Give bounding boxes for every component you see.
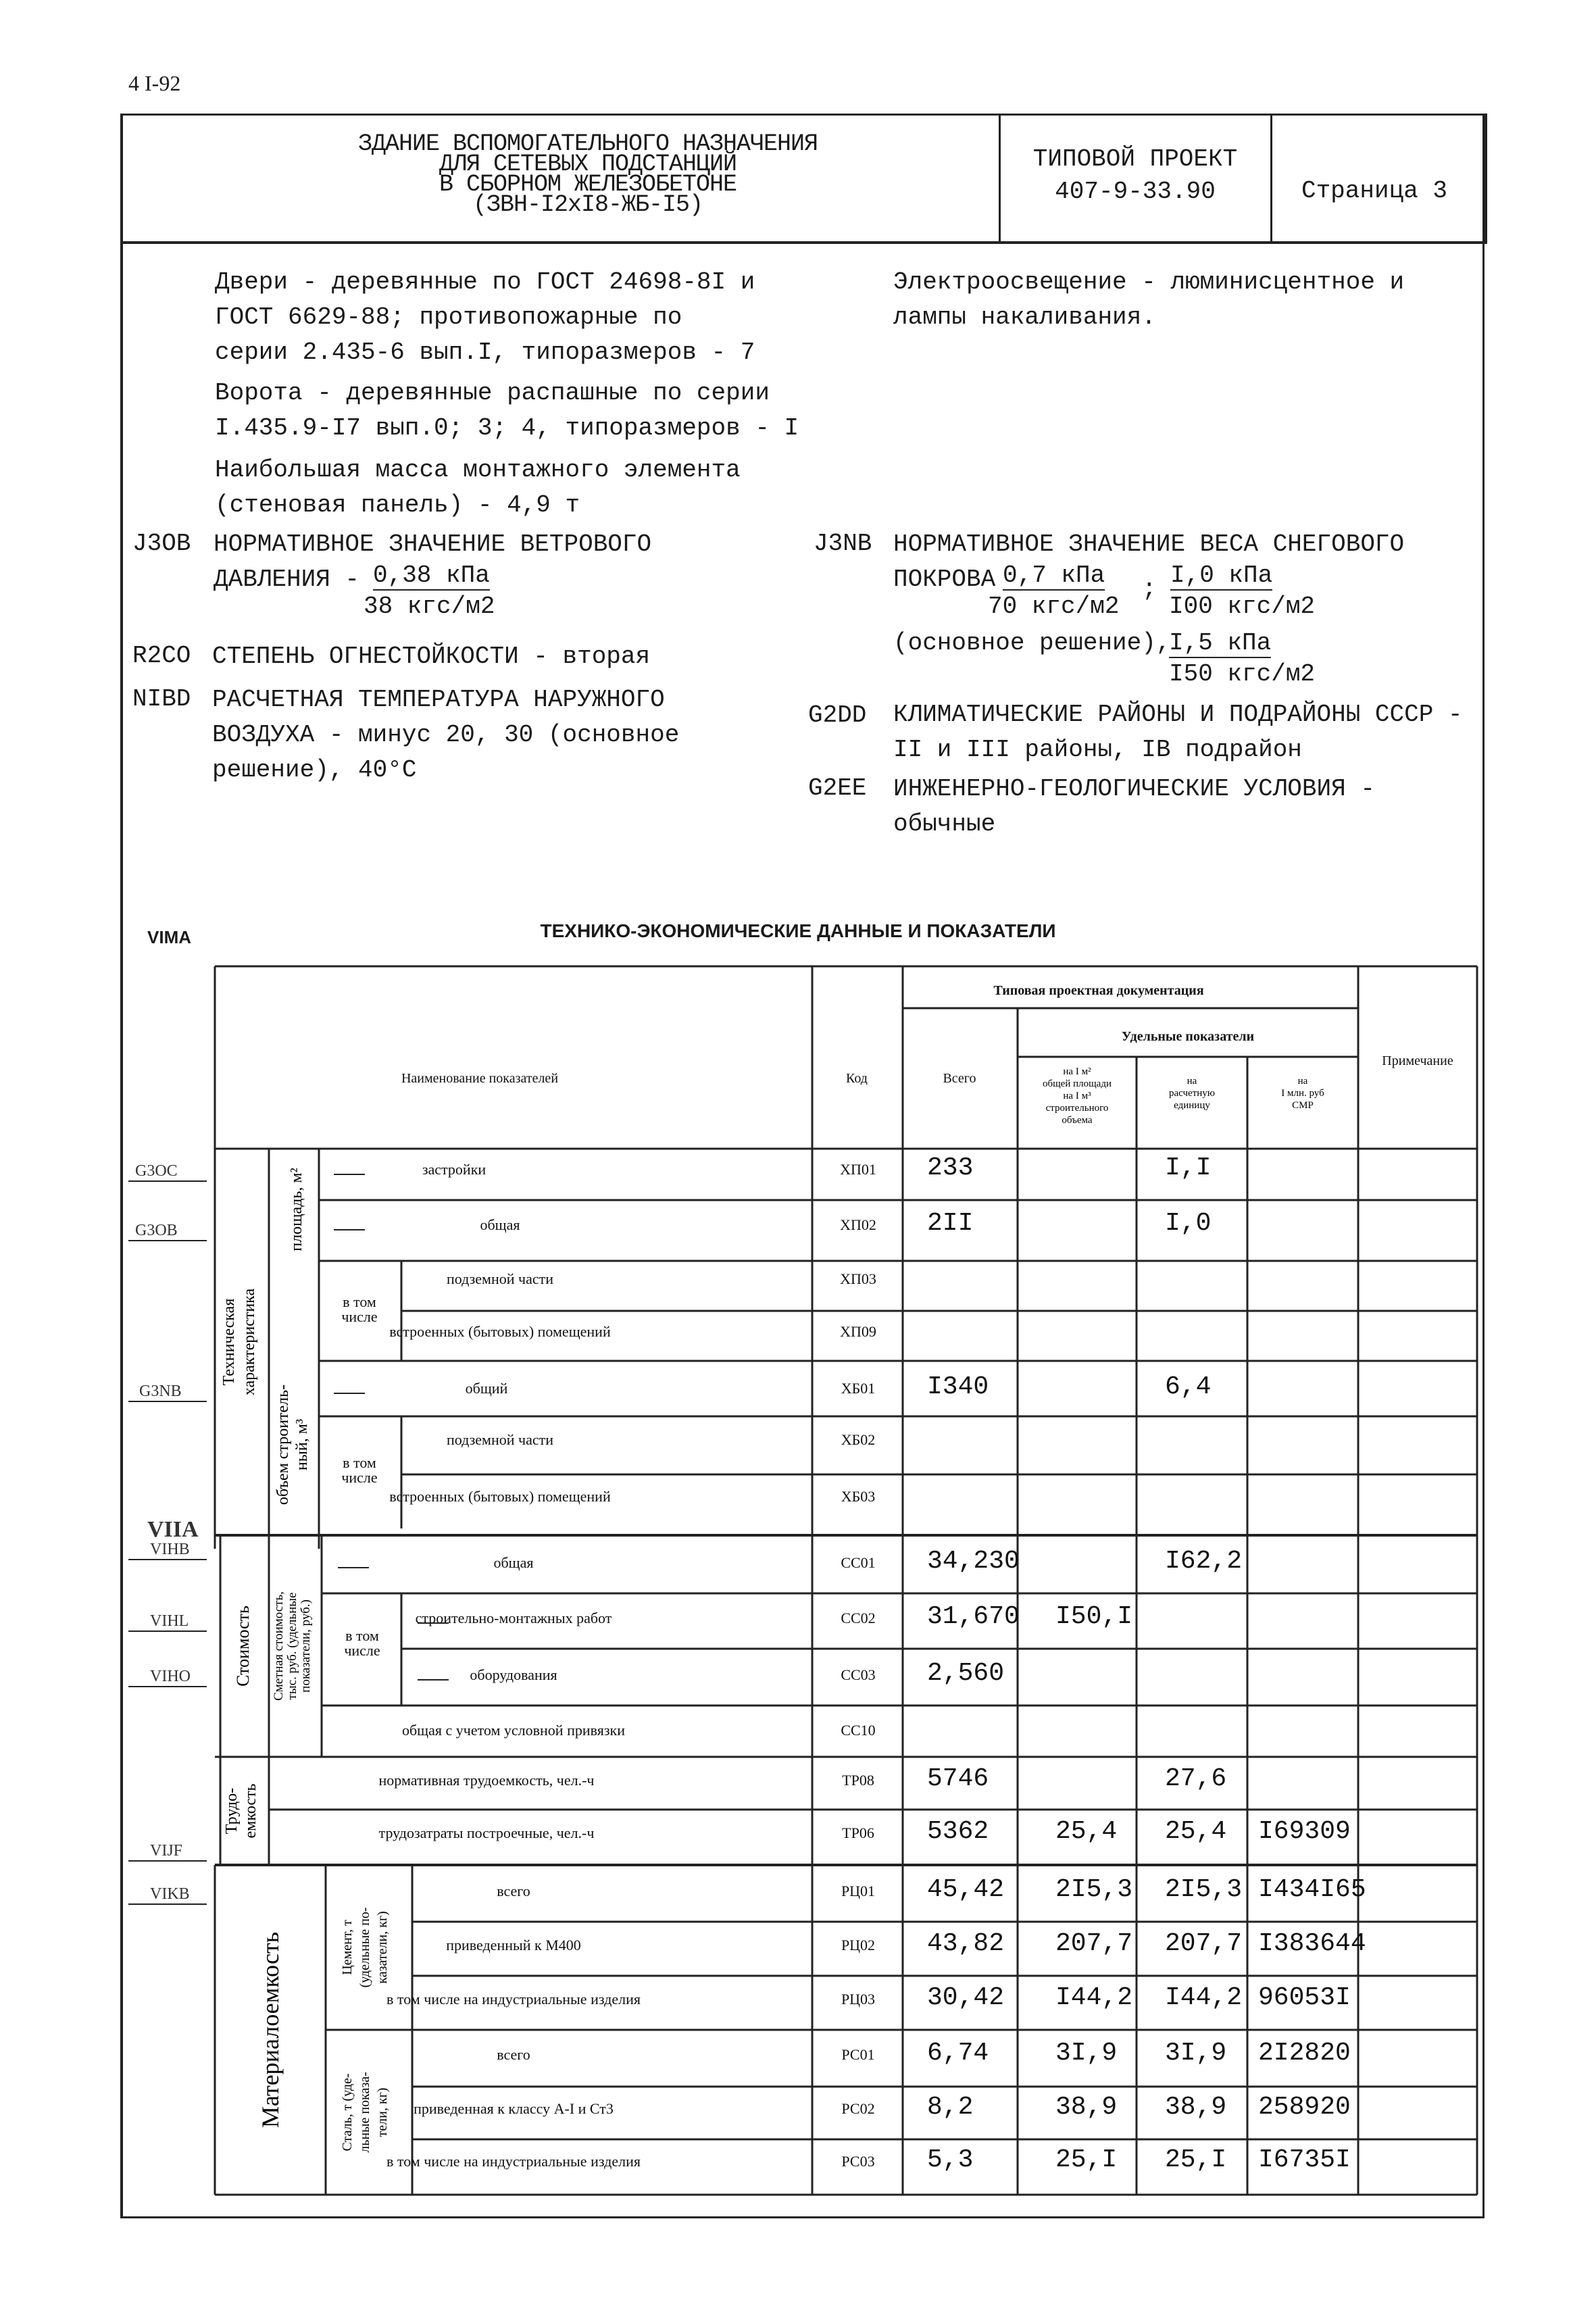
row-label: застройки (422, 1161, 487, 1178)
header-line: общей площади (1043, 1078, 1112, 1089)
snow-numerator-1: 0,7 кПа (1003, 562, 1105, 589)
incl-label: в том (343, 1454, 376, 1471)
header-line: на I м² (1063, 1066, 1091, 1077)
incl-label: в том (345, 1627, 379, 1644)
climate-code: G2DD (808, 701, 867, 729)
cell-per-unit: I44,2 (1165, 1983, 1243, 2012)
snow-denominator-1: 70 кгс/м2 (988, 593, 1120, 620)
margin-code: VIHO (150, 1668, 191, 1685)
header-total: Всего (943, 1071, 976, 1086)
project-type: ТИПОВОЙ ПРОЕКТ (1032, 145, 1238, 173)
snow-separator: ; (1142, 575, 1157, 603)
temp-line: ВОЗДУХА - минус 20, 30 (основное (212, 721, 680, 749)
row-label: в том числе на индустриальные изделия (386, 1991, 641, 2008)
cell-total: 8,2 (927, 2093, 974, 2122)
snow-denominator-2: I00 кгс/м2 (1169, 593, 1316, 620)
cell-per-mln: 2I2820 (1258, 2039, 1351, 2068)
wind-code: J3OB (132, 530, 191, 557)
group-tech: Техническая (220, 1298, 238, 1386)
cell-per-unit: I,0 (1165, 1209, 1212, 1238)
lighting-line: лампы накаливания. (893, 303, 1156, 331)
cell-per-unit: I,I (1165, 1153, 1212, 1183)
row-label: трудозатраты построечные, чел.-ч (378, 1824, 595, 1841)
row-label: подземной части (446, 1431, 554, 1448)
row-code: РЦ03 (841, 1991, 876, 2008)
group-volume: ный, м³ (293, 1418, 311, 1471)
section-code: VIMA (147, 927, 191, 947)
margin-code: G3OC (135, 1162, 178, 1180)
climate-line: КЛИМАТИЧЕСКИЕ РАЙОНЫ И ПОДРАЙОНЫ СССР - (893, 701, 1463, 728)
row-code: ХП03 (840, 1270, 876, 1287)
row-label: общая (480, 1216, 520, 1233)
margin-code: VIKB (150, 1885, 190, 1903)
group-steel: Сталь, т (уде- (340, 2073, 355, 2151)
cell-total: I340 (927, 1372, 989, 1401)
group-steel: тели, кг) (375, 2087, 390, 2137)
header-per-unit (1169, 1076, 1215, 1111)
geo-line: обычные (893, 810, 996, 838)
incl-label: числе (341, 1308, 378, 1325)
mass-line: Наибольшая масса монтажного элемента (215, 456, 741, 484)
row-code: СС01 (841, 1554, 876, 1571)
row-label: строительно-монтажных работ (415, 1610, 612, 1626)
fire-text: СТЕПЕНЬ ОГНЕСТОЙКОСТИ - вторая (212, 643, 651, 670)
row-label: приведенная к классу А-I и Ст3 (414, 2100, 614, 2117)
group-labor: емкость (242, 1783, 259, 1839)
row-label: встроенных (бытовых) помещений (389, 1323, 611, 1340)
header-line: на (1187, 1076, 1197, 1087)
snow-denominator-3: I50 кгс/м2 (1169, 660, 1316, 688)
header-specific: Удельные показатели (1121, 1029, 1255, 1044)
temp-code: NIBD (132, 685, 191, 713)
cell-per-mln: I383644 (1258, 1929, 1366, 1958)
doors-line: ГОСТ 6629-88; противопожарные по (215, 303, 682, 331)
cell-per-mln: 258920 (1258, 2093, 1351, 2122)
cell-total: 5362 (927, 1817, 989, 1846)
header-line: строительного (1045, 1103, 1109, 1114)
cell-per-area: 38,9 (1055, 2093, 1118, 2122)
cell-per-area: I44,2 (1055, 1983, 1133, 2012)
group-cost-sub: Сметная стоимость, (272, 1591, 286, 1701)
wind-line: ДАВЛЕНИЯ - (214, 566, 374, 593)
snow-basic: (основное решение), (893, 629, 1171, 657)
row-code: РС02 (841, 2100, 875, 2117)
incl-label: в том (343, 1293, 376, 1310)
header-line: СМР (1292, 1100, 1314, 1111)
row-label: подземной части (446, 1270, 554, 1287)
snow-numerator-2: I,0 кПа (1170, 562, 1273, 589)
row-code: РЦ01 (841, 1883, 876, 1899)
wind-numerator: 0,38 кПа (373, 562, 490, 589)
row-code: ТР06 (842, 1824, 874, 1841)
gates-line: Ворота - деревянные распашные по серии (215, 379, 770, 407)
incl-label: числе (344, 1642, 380, 1659)
group-tech: характеристика (241, 1288, 258, 1396)
title-line: (ЗВН-I2хI8-ЖБ-I5) (472, 191, 703, 218)
row-label: нормативная трудоемкость, чел.-ч (378, 1772, 595, 1789)
cell-per-unit: 38,9 (1165, 2093, 1227, 2122)
margin-code: G3OB (135, 1222, 178, 1239)
row-label: встроенных (бытовых) помещений (389, 1488, 611, 1505)
climate-line: II и III районы, IВ подрайон (893, 736, 1302, 764)
row-code: РС01 (841, 2046, 875, 2063)
snow-numerator-3: I,5 кПа (1169, 629, 1272, 657)
gates-line: I.435.9-I7 вып.0; 3; 4, типоразмеров - I (215, 414, 799, 442)
row-label: оборудования (470, 1666, 557, 1683)
project-number: 407-9-33.90 (1055, 178, 1216, 205)
row-code: СС02 (841, 1610, 876, 1626)
header-line: объема (1062, 1115, 1093, 1126)
header-name: Наименование показателей (401, 1071, 559, 1086)
cell-per-unit: 6,4 (1165, 1372, 1212, 1401)
header-line: на (1297, 1076, 1308, 1087)
row-code: ХП01 (840, 1161, 876, 1178)
group-steel: льные показа- (357, 2072, 372, 2153)
row-code: РС03 (841, 2153, 875, 2170)
group-cost-sub: показатели, руб.) (299, 1599, 313, 1693)
row-code: ХП02 (840, 1216, 876, 1233)
cell-per-unit: 2I5,3 (1165, 1875, 1243, 1904)
cell-per-unit: 3I,9 (1165, 2039, 1227, 2068)
temp-line: решение), 40°С (212, 756, 417, 784)
row-code: ТР08 (842, 1772, 874, 1789)
cell-total: 43,82 (927, 1929, 1005, 1958)
header-code: Код (846, 1071, 868, 1086)
row-label: общий (465, 1380, 508, 1397)
geo-code: G2EE (808, 774, 867, 802)
header-line: на I м³ (1063, 1091, 1091, 1101)
row-label: в том числе на индустриальные изделия (386, 2153, 641, 2170)
table-rows (379, 1153, 1366, 2174)
row-code: ХБ01 (841, 1380, 876, 1397)
cell-total: 2II (927, 1209, 974, 1238)
group-material: Материалоемкость (257, 1931, 284, 2129)
cell-total: 30,42 (927, 1983, 1005, 2012)
group-cost: Стоимость (233, 1605, 253, 1687)
cell-per-mln: 96053I (1258, 1983, 1351, 2012)
fire-code: R2CO (132, 642, 191, 670)
group-cement: (удельные по- (357, 1907, 372, 1988)
snow-code: J3NB (814, 530, 872, 557)
cell-total: 45,42 (927, 1875, 1005, 1904)
row-label: приведенный к М400 (446, 1937, 581, 1953)
header-line: I млн. руб (1281, 1088, 1324, 1099)
title-line: В СБОРНОМ ЖЕЛЕЗОБЕТОНЕ (439, 171, 737, 198)
temp-line: РАСЧЕТНАЯ ТЕМПЕРАТУРА НАРУЖНОГО (212, 686, 665, 714)
cell-per-area: 25,I (1055, 2145, 1118, 2174)
row-code: СС10 (841, 1722, 876, 1739)
wind-denominator: 38 кгс/м2 (364, 593, 495, 620)
group-area: площадь, м² (288, 1168, 305, 1251)
header-per-area (1043, 1066, 1112, 1126)
row-label: всего (497, 2046, 530, 2063)
row-label: всего (497, 1883, 530, 1899)
cell-per-mln: I69309 (1258, 1817, 1351, 1846)
snow-line: НОРМАТИВНОЕ ЗНАЧЕНИЕ ВЕСА СНЕГОВОГО (893, 530, 1405, 558)
row-label: общая (493, 1554, 534, 1571)
row-code: ХП09 (840, 1323, 876, 1340)
cell-per-unit: 27,6 (1165, 1764, 1227, 1793)
cell-per-unit: 25,I (1165, 2145, 1227, 2174)
page-number: 4 I-92 (128, 71, 181, 95)
group-labor: Трудо- (223, 1787, 241, 1835)
cell-total: 6,74 (927, 2039, 989, 2068)
row-code: РЦ02 (841, 1937, 876, 1953)
cell-per-area: 2I5,3 (1055, 1875, 1133, 1904)
row-code: ХБ02 (841, 1431, 876, 1448)
cell-per-area: 3I,9 (1055, 2039, 1118, 2068)
header-doc: Типовая проектная документация (993, 983, 1204, 998)
doors-line: Двери - деревянные по ГОСТ 24698-8I и (215, 268, 755, 296)
cell-per-unit: I62,2 (1165, 1547, 1243, 1576)
group-cement: казатели, кг) (375, 1911, 390, 1984)
group-cost-sub: тыс. руб. (удельные (285, 1592, 299, 1700)
cell-total: 34,230 (927, 1547, 1020, 1576)
row-code: ХБ03 (841, 1488, 876, 1505)
header-line: расчетную (1168, 1088, 1216, 1099)
header-line: единицу (1174, 1100, 1210, 1111)
cell-total: 2,560 (927, 1659, 1005, 1688)
mass-line: (стеновая панель) - 4,9 т (215, 491, 580, 519)
cell-per-unit: 25,4 (1165, 1817, 1227, 1846)
title-line: ДЛЯ СЕТЕВЫХ ПОДСТАНЦИЙ (439, 151, 737, 178)
margin-code: G3NB (139, 1383, 182, 1400)
header-per-mln (1281, 1076, 1324, 1111)
cell-per-unit: 207,7 (1165, 1929, 1243, 1958)
cell-total: 5746 (927, 1764, 989, 1793)
margin-code: VIHL (150, 1612, 189, 1630)
page-label: Страница 3 (1301, 177, 1448, 205)
cell-total: 5,3 (927, 2145, 974, 2174)
cell-per-mln: I6735I (1258, 2145, 1351, 2174)
cell-total: 31,670 (927, 1602, 1020, 1631)
row-label: общая с учетом условной привязки (401, 1722, 626, 1739)
cell-per-area: I50,I (1055, 1602, 1133, 1631)
title-line: ЗДАНИЕ ВСПОМОГАТЕЛЬНОГО НАЗНАЧЕНИЯ (357, 130, 818, 157)
margin-codes (135, 1162, 199, 1903)
doors-line: серии 2.435-6 вып.I, типоразмеров - 7 (215, 339, 755, 366)
row-code: СС03 (841, 1666, 876, 1683)
margin-code: VIJF (150, 1842, 183, 1860)
cell-per-mln: I434I65 (1258, 1875, 1366, 1904)
header-note: Примечание (1382, 1053, 1453, 1068)
group-volume: объем строитель- (274, 1384, 292, 1505)
wind-line: НОРМАТИВНОЕ ЗНАЧЕНИЕ ВЕТРОВОГО (214, 530, 652, 558)
lighting-line: Электроосвещение - люминисцентное и (893, 268, 1405, 296)
snow-line: ПОКРОВА (893, 566, 1010, 593)
margin-code: VIHB (150, 1541, 190, 1558)
incl-label: числе (341, 1469, 378, 1486)
geo-line: ИНЖЕНЕРНО-ГЕОЛОГИЧЕСКИЕ УСЛОВИЯ - (893, 775, 1375, 803)
cell-per-area: 207,7 (1055, 1929, 1133, 1958)
group-cement: Цемент, т (340, 1920, 355, 1975)
incl-labels (341, 1293, 380, 1659)
cell-per-area: 25,4 (1055, 1817, 1118, 1846)
margin-code: VIIA (147, 1517, 199, 1542)
table-title: ТЕХНИКО-ЭКОНОМИЧЕСКИЕ ДАННЫЕ И ПОКАЗАТЕЛИ (540, 920, 1056, 941)
cell-total: 233 (927, 1153, 974, 1183)
